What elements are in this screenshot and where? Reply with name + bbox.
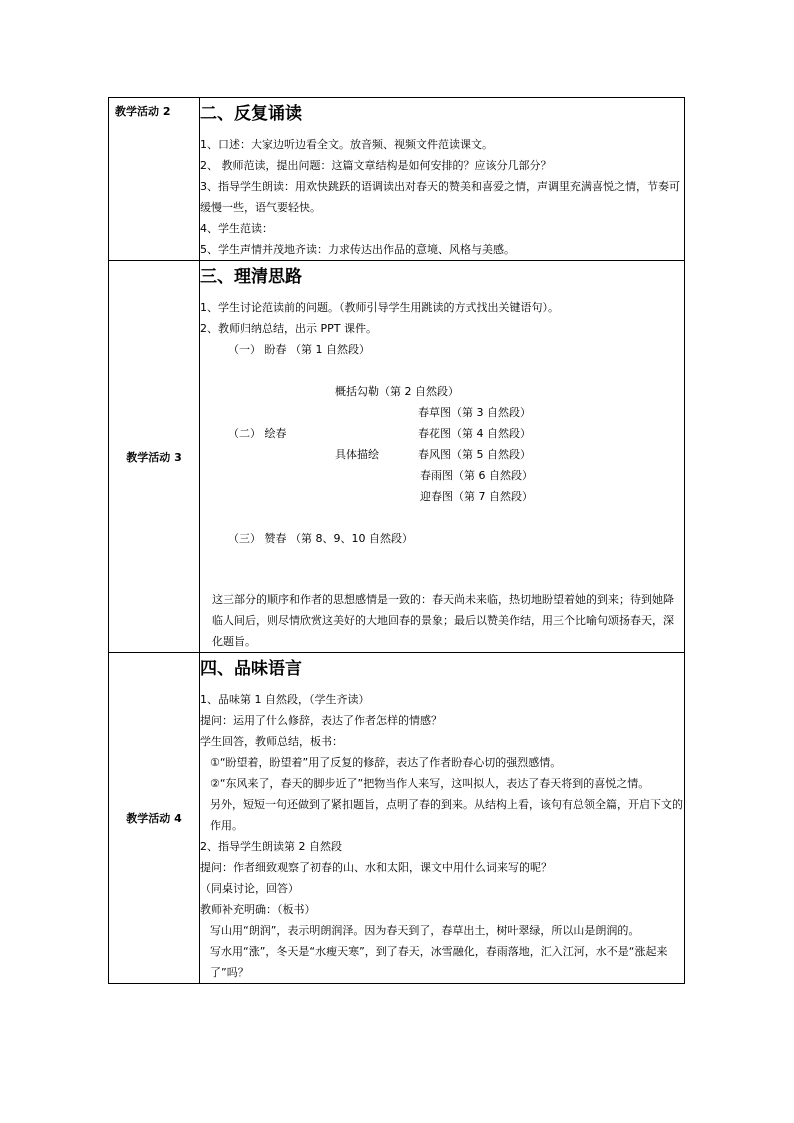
content-line: （同桌讨论，回答）: [200, 882, 299, 895]
outline-rain: 春雨图（第 6 自然段）: [420, 469, 533, 482]
content-line: 教师补充明确：（板书）: [200, 903, 316, 916]
content-line: 学生回答，教师总结，板书：: [200, 735, 343, 748]
lesson-plan-table: [108, 97, 685, 984]
table-row: [109, 261, 685, 653]
outline-wind: 春风图（第 5 自然段）: [418, 448, 531, 461]
activity-content: [200, 261, 685, 653]
content-line: ②“东风来了，春天的脚步近了”把物当作人来写，这叫拟人，表达了春天将到的喜悦之情。: [210, 777, 650, 790]
activity-content: [200, 98, 685, 261]
outline-part2: （二） 绘春: [228, 427, 287, 440]
outline-detail: 具体描绘: [335, 448, 379, 461]
content-line: 1、口述：大家边听边看全文。放音频、视频文件范读课文。: [200, 138, 493, 151]
content-line: 3、指导学生朗读：用欢快跳跃的语调读出对春天的赞美和喜爱之情，声调里充满喜悦之情，节奏可缓慢一些，语气要轻快。: [200, 180, 680, 214]
outline-part1: （一） 盼春 （第 1 自然段）: [228, 343, 370, 356]
activity-content: [200, 653, 685, 984]
activity-label: 教学活动 4: [109, 653, 200, 984]
section-title: 二、反复诵读: [200, 104, 302, 124]
content-line: 提问：作者细致观察了初春的山、水和太阳，课文中用什么词来写的呢？: [200, 861, 552, 874]
section-title: 四、品味语言: [200, 659, 302, 679]
content-line: 2、 教师范读，提出问题：这篇文章结构是如何安排的？应该分几部分？: [200, 159, 552, 172]
content-line: 5、学生声情并茂地齐读：力求传达出作品的意境、风格与美感。: [200, 243, 515, 256]
content-line: 写山用“朗润”，表示明朗润泽。因为春天到了，春草出土，树叶翠绿，所以山是朗润的。: [210, 924, 640, 937]
content-line: 4、学生范读：: [200, 222, 273, 235]
content-line: 2、指导学生朗读第 2 自然段: [200, 840, 342, 853]
table-row: [109, 98, 685, 261]
content-line: 另外，短短一句还做到了紧扣题旨，点明了春的到来。从结构上看，该句有总领全篇，开启下文的作用。: [210, 798, 683, 832]
content-line: 写水用“涨”，冬天是“水瘦天寒”，到了春天，冰雪融化，春雨落地，汇入江河，水不是“涨起来了”吗？: [210, 945, 668, 979]
content-line: 提问：运用了什么修辞，表达了作者怎样的情感？: [200, 714, 442, 727]
outline-flower: 春花图（第 4 自然段）: [418, 427, 531, 440]
summary-paragraph: 这三部分的顺序和作者的思想感情是一致的：春天尚未来临，热切地盼望着她的到来；待到她降临人间后，则尽情欣赏这美好的大地回春的景象；最后以赞美作结，用三个比喻句颂扬春天，深化题旨。: [212, 593, 674, 648]
outline-summary: 概括勾勒（第 2 自然段）: [335, 385, 459, 398]
content-line: ①“盼望着，盼望着”用了反复的修辞，表达了作者盼春心切的强烈感情。: [210, 756, 562, 769]
content-line: 1、品味第 1 自然段，（学生齐读）: [200, 693, 370, 706]
content-line: 1、学生讨论范读前的问题。（教师引导学生用跳读的方式找出关键语句）。: [200, 301, 559, 314]
outline-grass: 春草图（第 3 自然段）: [418, 406, 531, 419]
structure-outline: [200, 339, 684, 589]
table-row: [109, 653, 685, 984]
content-line: 2、教师归纳总结，出示 PPT 课件。: [200, 322, 377, 335]
section-title: 三、理清思路: [200, 267, 302, 287]
outline-part3: （三） 赞春 （第 8、9、10 自然段）: [228, 532, 413, 545]
activity-label: 教学活动 2: [109, 98, 200, 261]
activity-label: 教学活动 3: [109, 261, 200, 653]
outline-welcome: 迎春图（第 7 自然段）: [420, 490, 533, 503]
